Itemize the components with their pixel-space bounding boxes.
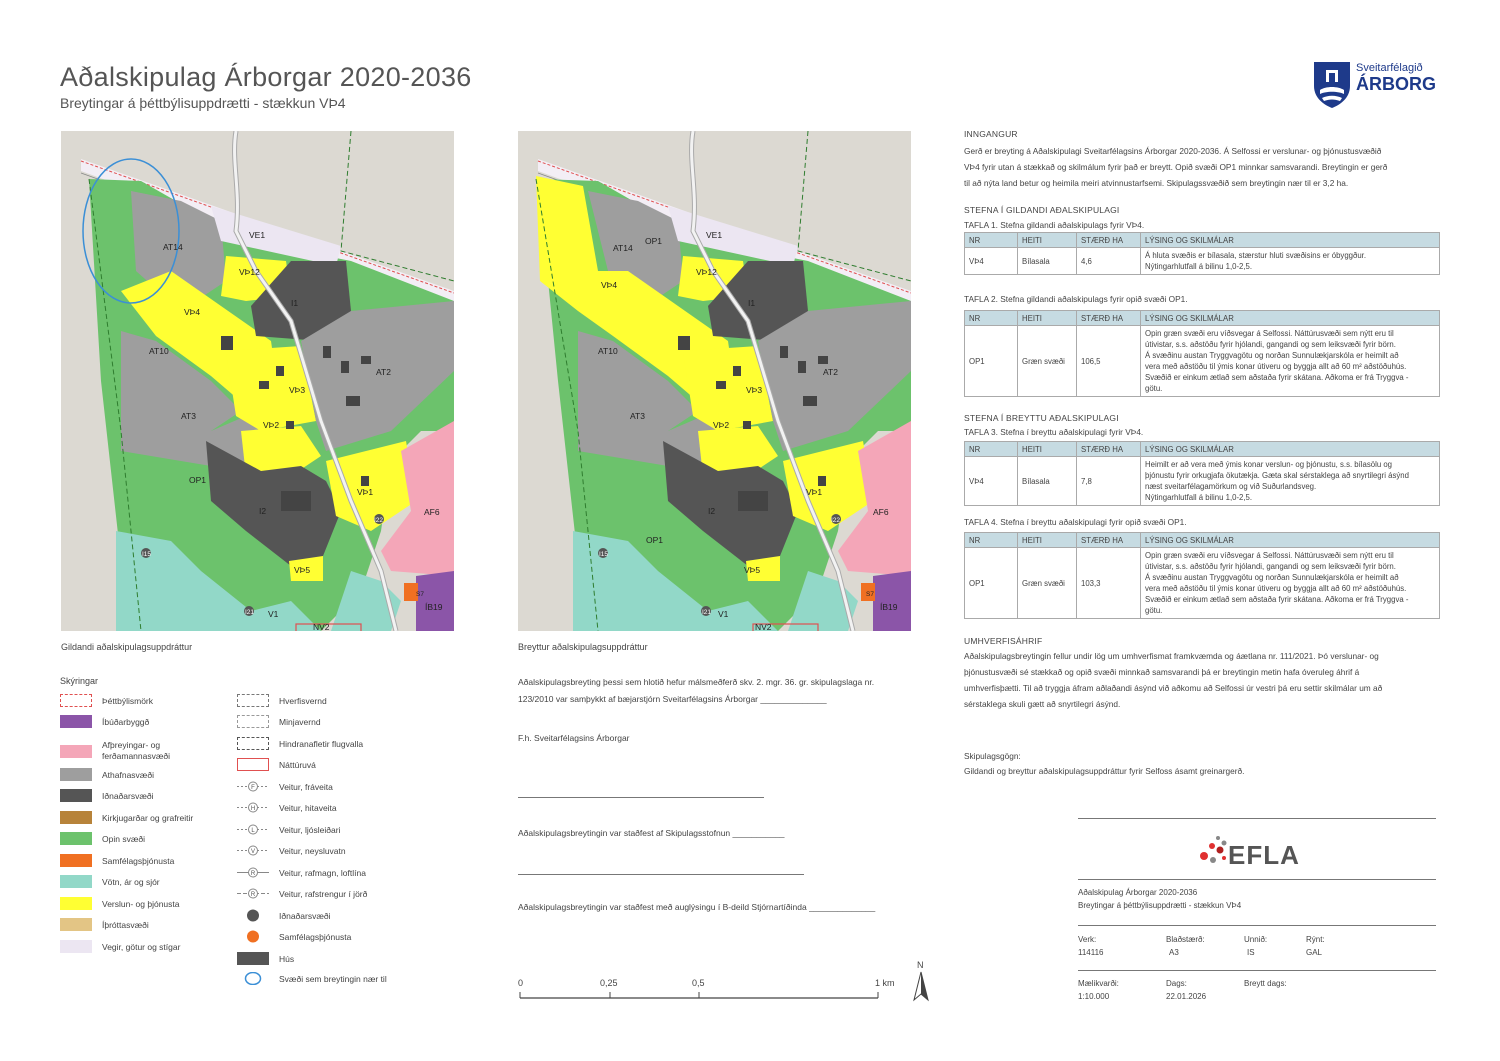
logo-main-text: ÁRBORG [1356, 74, 1436, 94]
blad-value: A3 [1169, 948, 1179, 957]
legend-label: Vötn, ár og sjór [102, 876, 160, 887]
intro-line: til að nýta land betur og heimila meiri atvinnustarfsemi. Skipulagssvæðið sem breytingin nær til er 3,2 ha. [964, 178, 1349, 188]
table2 [964, 310, 1440, 397]
legend-label: Afþreyingar- og ferðamannasvæði [102, 740, 171, 761]
legend-item [237, 930, 351, 943]
efla-logo [1198, 832, 1318, 872]
legend-item [60, 715, 149, 728]
cell-nr: OP1 [965, 326, 1018, 397]
verk-label: Verk: [1078, 935, 1097, 944]
env-line: umhverfisþætti. Til að tryggja áfram aðlaðandi ásýnd við aðkomu að Selfossi úr vestri þá eru settir skilmálar um að [964, 683, 1383, 693]
cell-staerd: 7,8 [1077, 457, 1141, 506]
map-right-label-s7: S7 [866, 591, 874, 598]
scale-tick-2: 0,5 [692, 978, 705, 988]
rynt-label: Rýnt: [1306, 935, 1325, 944]
legend-item [237, 758, 316, 771]
legend-label: Vegir, götur og stígar [102, 941, 181, 952]
map-right-label-vth2: VÞ2 [713, 420, 730, 430]
cell-lysing: Opin græn svæði eru víðsvegar á Selfossi. Náttúrusvæði sem nýtt eru til útivistar, s.s. aðstöðu fyrir hjólandi, gangandi og sem leiksvæði fyrir börn. Á svæðinu austan Tryggvagötu og norðan Sunnulækjarskóla er heimilt að vera með aðstöðu til ýmis konar útiveru og byggja allt að 60 m² aðstöðuhús. Svæðið er einkum ætlað sem aðstaða fyrir skátana. Aðkoma er frá Tryggva - götu. [1141, 326, 1440, 397]
map-left-label-vth3: VÞ3 [289, 385, 306, 395]
map-left-label-op1: OP1 [189, 475, 207, 485]
legend-swatch [60, 694, 92, 707]
svg-text:R: R [250, 871, 256, 877]
intro-line: VÞ4 fyrir utan á stækkað og skilmálum fyrir það er breytt. Opið svæði OP1 minnkar samsvarandi. Breytingin er gerð [964, 162, 1388, 172]
left-map-caption: Gildandi aðalskipulagsuppdráttur [61, 642, 193, 652]
current-heading: STEFNA Í GILDANDI AÐALSKIPULAGI [964, 205, 1120, 215]
legend-label: Íbúðarbyggð [102, 716, 150, 727]
map-left-label-af6: AF6 [424, 507, 440, 517]
map-right-label-vth3: VÞ3 [746, 385, 763, 395]
table4-col-heiti: HEITI [1018, 533, 1077, 548]
map-left-label-vth5: VÞ5 [294, 565, 311, 575]
legend-swatch [60, 768, 92, 781]
map-left-label-vth1: VÞ1 [357, 487, 374, 497]
legend-label: Athafnasvæði [102, 769, 154, 780]
cell-heiti: Græn svæði [1018, 326, 1077, 397]
legend-swatch [60, 715, 92, 728]
map-right-label-i22: I22 [831, 517, 841, 524]
legend-item [60, 940, 180, 953]
legend-item [237, 844, 346, 857]
table-row [965, 326, 1440, 397]
changed-heading: STEFNA Í BREYTTU AÐALSKIPULAGI [964, 413, 1119, 423]
legend-label: Veitur, ljósleiðari [279, 824, 341, 835]
legend-label: Svæði sem breytingin nær til [279, 973, 387, 984]
table3-col-heiti: HEITI [1018, 442, 1077, 457]
table2-col-nr: NR [965, 311, 1018, 326]
unnid-label: Unnið: [1244, 935, 1268, 944]
svg-text:N: N [917, 960, 924, 970]
legend-label: Náttúruvá [279, 759, 316, 770]
map-left-label-at14: AT14 [163, 242, 183, 252]
legend-swatch [60, 897, 92, 910]
legend-swatch [60, 745, 92, 758]
legend-swatch [60, 811, 92, 824]
map-right-label-at2: AT2 [823, 367, 838, 377]
scale-tick-0: 0 [518, 978, 524, 988]
legend-swatch [60, 832, 92, 845]
titleblock-divider [1078, 970, 1436, 971]
table2-col-staerd: STÆRÐ HA [1077, 311, 1141, 326]
legend-title: Skýringar [60, 676, 99, 686]
svg-text:H: H [250, 806, 256, 812]
table3-col-lysing: LÝSING OG SKILMÁLAR [1141, 442, 1440, 457]
intro-heading: INNGANGUR [964, 129, 1018, 139]
table3-col-nr: NR [965, 442, 1018, 457]
env-line: þjónustusvæði sé stækkað og opið svæði minnkað samsvarandi þá er breytingin metin hafa óveruleg áhrif á [964, 667, 1360, 677]
titleblock-line2: Breytingar á þéttbýlisuppdrætti - stækkun VÞ4 [1078, 901, 1242, 910]
legend-item [237, 823, 340, 836]
legend-label: Hverfisvernd [279, 695, 327, 706]
legend-label: Þéttbýlismörk [102, 695, 154, 706]
map-left-label-at10: AT10 [149, 346, 169, 356]
current-plan-map[interactable] [61, 131, 454, 631]
map-left-label-s7: S7 [416, 591, 424, 598]
logo-top-text: Sveitarfélagið [1356, 62, 1423, 74]
signature-line-2[interactable] [518, 874, 804, 875]
map-left-label-at2: AT2 [376, 367, 391, 377]
community-dot-icon [237, 930, 269, 943]
table2-col-heiti: HEITI [1018, 311, 1077, 326]
env-line: sérstaklega skuli gætt að snyrtilegri ásýnd. [964, 699, 1121, 709]
table4 [964, 532, 1440, 619]
north-arrow-icon [910, 958, 932, 1002]
map-left-label-i1: I1 [291, 298, 299, 308]
legend-item [60, 854, 174, 867]
table3-col-staerd: STÆRÐ HA [1077, 442, 1141, 457]
titleblock-divider [1078, 879, 1436, 880]
legend-swatch [60, 854, 92, 867]
overhead-power-line-icon [237, 866, 269, 879]
table1-col-lysing: LÝSING OG SKILMÁLAR [1141, 233, 1440, 248]
map-left-label-vth4: VÞ4 [184, 307, 201, 317]
table-row [965, 457, 1440, 506]
breytt-label: Breytt dags: [1244, 979, 1287, 988]
table4-title: TAFLA 4. Stefna í breyttu aðalskipulagi fyrir opið svæði OP1. [964, 517, 1187, 527]
map-right-label-at14: AT14 [613, 243, 633, 253]
legend-label: Iðnaðarsvæði [102, 790, 154, 801]
legend-item [237, 715, 321, 728]
dags-value: 22.01.2026 [1166, 992, 1207, 1001]
legend-item [60, 740, 187, 762]
table2-col-lysing: LÝSING OG SKILMÁLAR [1141, 311, 1440, 326]
legend-item [60, 789, 154, 802]
table1-col-staerd: STÆRÐ HA [1077, 233, 1141, 248]
rynt-value: GAL [1306, 948, 1323, 957]
map-right-label-ve1: VE1 [706, 230, 723, 240]
cell-lysing: Heimilt er að vera með ýmis konar verslun- og þjónustu, s.s. bílasölu og þjónustu fyrir orkugjafa ökutækja. Gæta skal sérstaklega að snyrtilegri ásýnd næst sveitarfélagamörkum og við Suðurlandsveg. Nýtingarhlutfall á bilinu 1,0-2,5. [1141, 457, 1440, 506]
svg-text:L: L [251, 828, 255, 834]
cell-staerd: 4,6 [1077, 248, 1141, 275]
svg-text:F: F [251, 785, 255, 791]
map-left-label-nv2: NV2 [313, 622, 330, 631]
legend-swatch [60, 918, 92, 931]
titleblock-divider [1078, 925, 1436, 926]
map-left-label-vth2: VÞ2 [263, 420, 280, 430]
signature-line-1[interactable] [518, 797, 764, 798]
arborg-shield-icon [1312, 60, 1352, 110]
map-right-label-vth1: VÞ1 [806, 487, 823, 497]
table1 [964, 232, 1440, 275]
table4-col-lysing: LÝSING OG SKILMÁLAR [1141, 533, 1440, 548]
maeli-value: 1:10.000 [1078, 992, 1110, 1001]
dags-label: Dags: [1166, 979, 1187, 988]
blad-label: Blaðstærð: [1166, 935, 1205, 944]
legend-label: Samfélagsþjónusta [279, 931, 352, 942]
map-right-label-af6: AF6 [873, 507, 889, 517]
svg-text:V: V [250, 849, 256, 855]
legend-label: Hús [279, 953, 295, 964]
underground-cable-icon [237, 887, 269, 900]
legend-label: Hindranafletir flugvalla [279, 738, 364, 749]
sewer-line-icon [237, 780, 269, 793]
legend-swatch [60, 789, 92, 802]
legend-swatch [237, 694, 269, 707]
cell-nr: VÞ4 [965, 248, 1018, 275]
efla-text: EFLA [1228, 840, 1300, 870]
table-row [965, 548, 1440, 619]
legend-label: Veitur, fráveita [279, 781, 333, 792]
legend-item [237, 780, 333, 793]
map-right-label-nv2: NV2 [755, 622, 772, 631]
legend-item [60, 768, 154, 781]
map-left-label-i21: I21 [245, 609, 255, 616]
maeli-label: Mælikvarði: [1078, 979, 1119, 988]
map-right-label-i1: I1 [748, 298, 756, 308]
table1-col-heiti: HEITI [1018, 233, 1077, 248]
table-row [965, 248, 1440, 275]
legend-item [237, 909, 331, 922]
fh-label: F.h. Sveitarfélagsins Árborgar [518, 733, 630, 743]
legend-item [60, 832, 145, 845]
intro-line: Gerð er breyting á Aðalskipulagi Sveitarfélagsins Árborgar 2020-2036. Á Selfossi er verslunar- og þjónustusvæðið [964, 146, 1382, 156]
legend-swatch [60, 875, 92, 888]
legend-label: Samfélagsþjónusta [102, 855, 175, 866]
map-right-label-op1-top: OP1 [645, 236, 663, 246]
legend-item [237, 972, 387, 985]
right-map-caption: Breyttur aðalskipulagsuppdráttur [518, 642, 648, 652]
map-left-label-i15: I15 [142, 551, 152, 558]
legend-label: Íþróttasvæði [102, 919, 149, 930]
legend-label: Veitur, hitaveita [279, 802, 337, 813]
change-area-circle-icon [237, 972, 269, 985]
legend-label: Iðnaðarsvæði [279, 910, 331, 921]
map-right-label-i21: I21 [702, 609, 712, 616]
house-icon [237, 952, 269, 965]
arborg-logo [1312, 60, 1442, 110]
legend-label: Opin svæði [102, 833, 145, 844]
table2-title: TAFLA 2. Stefna gildandi aðalskipulags fyrir opið svæði OP1. [964, 294, 1188, 304]
map-right-label-at10: AT10 [598, 346, 618, 356]
legend-swatch [237, 758, 269, 771]
map-left-label-i22: I22 [374, 517, 384, 524]
legend-item [60, 811, 193, 824]
legend-swatch [237, 737, 269, 750]
cell-staerd: 103,3 [1077, 548, 1141, 619]
approval-text-3: Aðalskipulagsbreytingin var staðfest með auglýsingu í B-deild Stjórnartíðinda ______________ [518, 902, 876, 912]
scale-tick-1: 0,25 [600, 978, 618, 988]
legend-label: Veitur, neysluvatn [279, 845, 346, 856]
approval-text-1-line1: Aðalskipulagsbreyting þessi sem hlotið hefur málsmeðferð skv. 2. mgr. 36. gr. skipulagslaga nr. [518, 677, 875, 687]
docs-text: Gildandi og breyttur aðalskipulagsuppdráttur fyrir Selfoss ásamt greinargerð. [964, 766, 1245, 776]
map-right-label-vth4: VÞ4 [601, 280, 618, 290]
page-title: Aðalskipulag Árborgar 2020-2036 [60, 62, 472, 92]
legend-swatch [60, 940, 92, 953]
map-left-label-ve1: VE1 [249, 230, 266, 240]
map-right-label-ib19: ÍB19 [880, 602, 898, 612]
legend-item [237, 801, 337, 814]
env-body [964, 648, 1382, 712]
water-line-icon [237, 844, 269, 857]
docs-heading: Skipulagsgögn: [964, 751, 1021, 761]
map-right-label-vth5: VÞ5 [744, 565, 761, 575]
titleblock-line1: Aðalskipulag Árborgar 2020-2036 [1078, 888, 1198, 897]
unnid-value: IS [1247, 948, 1255, 957]
cell-nr: OP1 [965, 548, 1018, 619]
titleblock-divider [1078, 818, 1436, 819]
cell-heiti: Bílasala [1018, 457, 1077, 506]
map-right-label-i2: I2 [708, 506, 716, 516]
svg-text:R: R [250, 892, 256, 898]
table3 [964, 441, 1440, 506]
map-left-label-vth12: VÞ12 [239, 267, 260, 277]
efla-dots-icon [1198, 834, 1230, 870]
cell-heiti: Bílasala [1018, 248, 1077, 275]
legend-item [60, 918, 149, 931]
map-right-label-op1: OP1 [646, 535, 664, 545]
legend-item [237, 866, 366, 879]
map-left-label-ib19: ÍB19 [425, 602, 443, 612]
approval-text-1-line2: 123/2010 var samþykkt af bæjarstjórn Sveitarfélagsins Árborgar ______________ [518, 694, 827, 704]
cell-staerd: 106,5 [1077, 326, 1141, 397]
legend-swatch [237, 715, 269, 728]
map-right-label-at3: AT3 [630, 411, 645, 421]
legend-label: Kirkjugarðar og grafreitir [102, 812, 194, 823]
map-right-label-vth12: VÞ12 [696, 267, 717, 277]
map-left-label-v1: V1 [268, 609, 279, 619]
scale-tick-3: 1 km [875, 978, 895, 988]
legend-item [60, 875, 160, 888]
map-right-label-v1: V1 [718, 609, 729, 619]
cell-lysing: Á hluta svæðis er bílasala, stærstur hluti svæðisins er óbyggður. Nýtingarhlutfall á bilinu 1,0-2,5. [1141, 248, 1440, 275]
cell-heiti: Græn svæði [1018, 548, 1077, 619]
verk-value: 114116 [1078, 948, 1104, 957]
legend-label: Minjavernd [279, 716, 321, 727]
table4-col-staerd: STÆRÐ HA [1077, 533, 1141, 548]
legend-label: Verslun- og þjónusta [102, 898, 180, 909]
cell-nr: VÞ4 [965, 457, 1018, 506]
changed-plan-map[interactable] [518, 131, 911, 631]
table3-title: TAFLA 3. Stefna í breyttu aðalskipulagi fyrir VÞ4. [964, 427, 1144, 437]
legend-item [237, 737, 363, 750]
page-subtitle: Breytingar á þéttbýlisuppdrætti - stækkun VÞ4 [60, 95, 346, 111]
map-left-label-i2: I2 [259, 506, 267, 516]
legend-item [237, 887, 367, 900]
legend-label: Veitur, rafstrengur í jörð [279, 888, 368, 899]
legend-label: Veitur, rafmagn, loftlína [279, 867, 366, 878]
map-right-label-i15: I15 [599, 551, 609, 558]
legend-item [237, 694, 327, 707]
legend-item [237, 952, 294, 965]
map-left-label-at3: AT3 [181, 411, 196, 421]
hot-water-line-icon [237, 801, 269, 814]
industrial-dot-icon [237, 909, 269, 922]
cell-lysing: Opin græn svæði eru víðsvegar á Selfossi. Náttúrusvæði sem nýtt eru til útivistar, s.s. aðstöðu fyrir hjólandi, gangandi og sem leiksvæði fyrir börn. Á svæðinu austan Tryggvagötu og norðan Sunnulækjarskóla er heimilt að vera með aðstöðu til ýmis konar útiveru og byggja allt að 60 m² aðstöðuhús. Svæðið er einkum ætlað sem aðstaða fyrir skátana. Aðkoma er frá Tryggva - götu. [1141, 548, 1440, 619]
approval-text-1 [518, 674, 874, 708]
table1-col-nr: NR [965, 233, 1018, 248]
approval-text-2: Aðalskipulagsbreytingin var staðfest af Skipulagsstofnun ___________ [518, 828, 785, 838]
env-line: Aðalskipulagsbreytingin fellur undir lög um umhverfismat framkvæmda og áætlana nr. 111/2021. Þó verslunar- og [964, 651, 1379, 661]
fiber-line-icon [237, 823, 269, 836]
legend-item [60, 897, 180, 910]
table4-col-nr: NR [965, 533, 1018, 548]
table1-title: TAFLA 1. Stefna gildandi aðalskipulags fyrir VÞ4. [964, 220, 1145, 230]
intro-body [964, 143, 1387, 191]
legend-item [60, 694, 153, 707]
env-heading: UMHVERFISÁHRIF [964, 636, 1043, 646]
